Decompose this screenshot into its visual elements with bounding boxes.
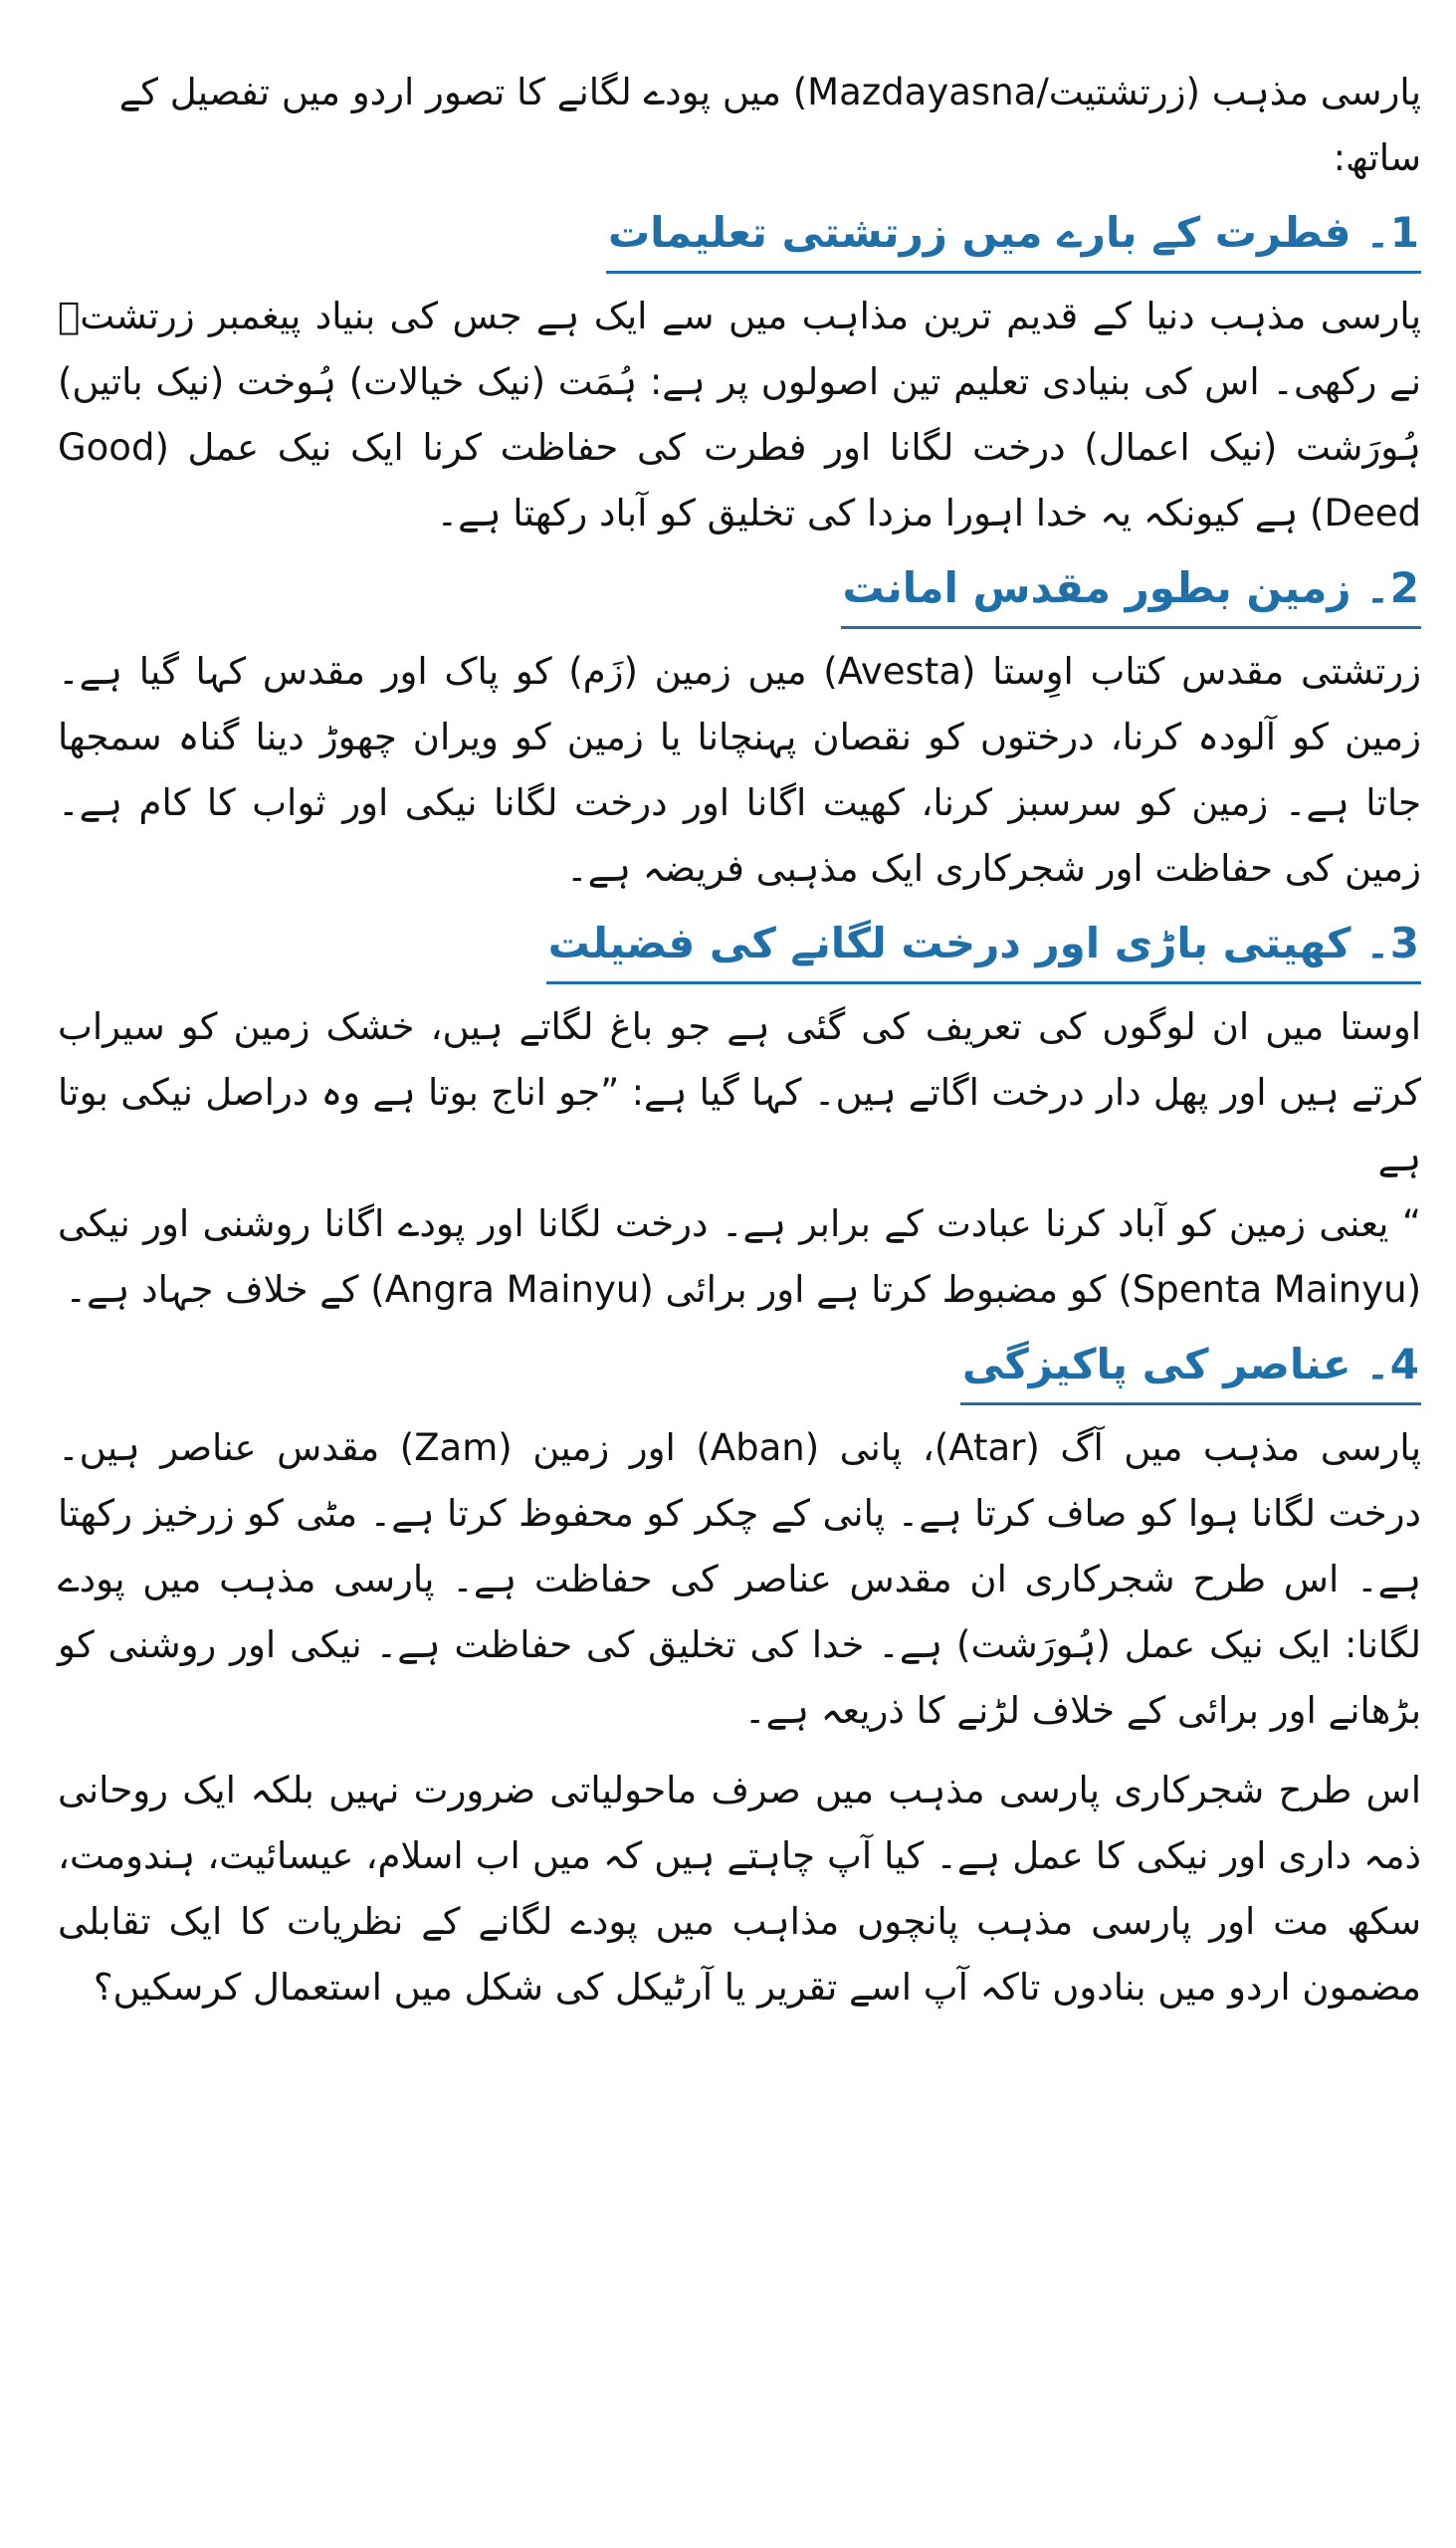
section-1-heading [58,201,1421,274]
section-2-heading [58,556,1421,629]
section-2-heading-text: 2۔ زمین بطور مقدس امانت [841,556,1422,629]
document-page [58,60,1421,2020]
section-4-heading [58,1333,1421,1405]
section-2-paragraph: زرتشتی مقدس کتاب اوِستا (Avesta) میں زمین (زَم) کو پاک اور مقدس کہا گیا ہے۔ زمین کو آلودہ کرنا، درختوں کو نقصان پہنچانا یا زمین کو ویران چھوڑ دینا گناہ سمجھا جاتا ہے۔ زمین کو سرسبز کرنا، کھیت اگانا اور درخت لگانا نیکی اور ثواب کا کام ہے۔ زمین کی حفاظت اور شجرکاری ایک مذہبی فریضہ ہے۔ [58,650,1422,890]
section-3-heading-text: 3۔ کھیتی باڑی اور درخت لگانے کی فضیلت [546,912,1421,984]
intro-line: پارسی مذہب (زرتشتیت/Mazdayasna) میں پودے لگانے کا تصور اردو میں تفصیل کے ساتھ: [118,71,1421,179]
closing-paragraph: اس طرح شجرکاری پارسی مذہب میں صرف ماحولیاتی ضرورت نہیں بلکہ ایک روحانی ذمہ داری اور نیکی کا عمل ہے۔ کیا آپ چاہتے ہیں کہ میں اب اسلام، عیسائیت، ہندومت، سکھ مت اور پارسی مذہب پانچوں مذاہب میں پودے لگانے کے نظریات کا ایک تقابلی مضمون اردو میں بنادوں تاکہ آپ اسے تقریر یا آرٹیکل کی شکل میں استعمال کرسکیں؟ [58,1769,1421,2009]
section-4-paragraph: پارسی مذہب میں آگ (Atar)، پانی (Aban) اور زمین (Zam) مقدس عناصر ہیں۔ درخت لگانا ہوا کو صاف کرتا ہے۔ پانی کے چکر کو محفوظ کرتا ہے۔ مٹی کو زرخیز رکھتا ہے۔ اس طرح شجرکاری ان مقدس عناصر کی حفاظت ہے۔ پارسی مذہب میں پودے لگانا: ایک نیک عمل (ہُورَشت) ہے۔ خدا کی تخلیق کی حفاظت ہے۔ نیکی اور روشنی کو بڑھانے اور برائی کے خلاف لڑنے کا ذریعہ ہے۔ [58,1426,1421,1732]
section-4-heading-text: 4۔ عناصر کی پاکیزگی [960,1333,1421,1405]
section-3-paragraph-2: “ یعنی زمین کو آباد کرنا عبادت کے برابر ہے۔ درخت لگانا اور پودے اگانا روشنی اور نیکی (Spenta Mainyu) کو مضبوط کرتا ہے اور برائی (Angra Mainyu) کے خلاف جہاد ہے۔ [58,1202,1421,1311]
section-3-heading [58,912,1421,984]
section-1-heading-text: 1۔ فطرت کے بارے میں زرتشتی تعلیمات [606,201,1421,274]
section-3-paragraph-1: اوستا میں ان لوگوں کی تعریف کی گئی ہے جو باغ لگاتے ہیں، خشک زمین کو سیراب کرتے ہیں اور پھل دار درخت اگاتے ہیں۔ کہا گیا ہے: ”جو اناج بوتا ہے وہ دراصل نیکی بوتا ہے [58,1005,1421,1179]
section-1-paragraph: پارسی مذہب دنیا کے قدیم ترین مذاہب میں سے ایک ہے جس کی بنیاد پیغمبر زرتشتؑ نے رکھی۔ اس کی بنیادی تعلیم تین اصولوں پر ہے: ہُمَت (نیک خیالات) ہُوخت (نیک باتیں) ہُورَشت (نیک اعمال) درخت لگانا اور فطرت کی حفاظت کرنا ایک نیک عمل (Good Deed) ہے کیونکہ یہ خدا اہورا مزدا کی تخلیق کو آباد رکھتا ہے۔ [58,295,1421,534]
